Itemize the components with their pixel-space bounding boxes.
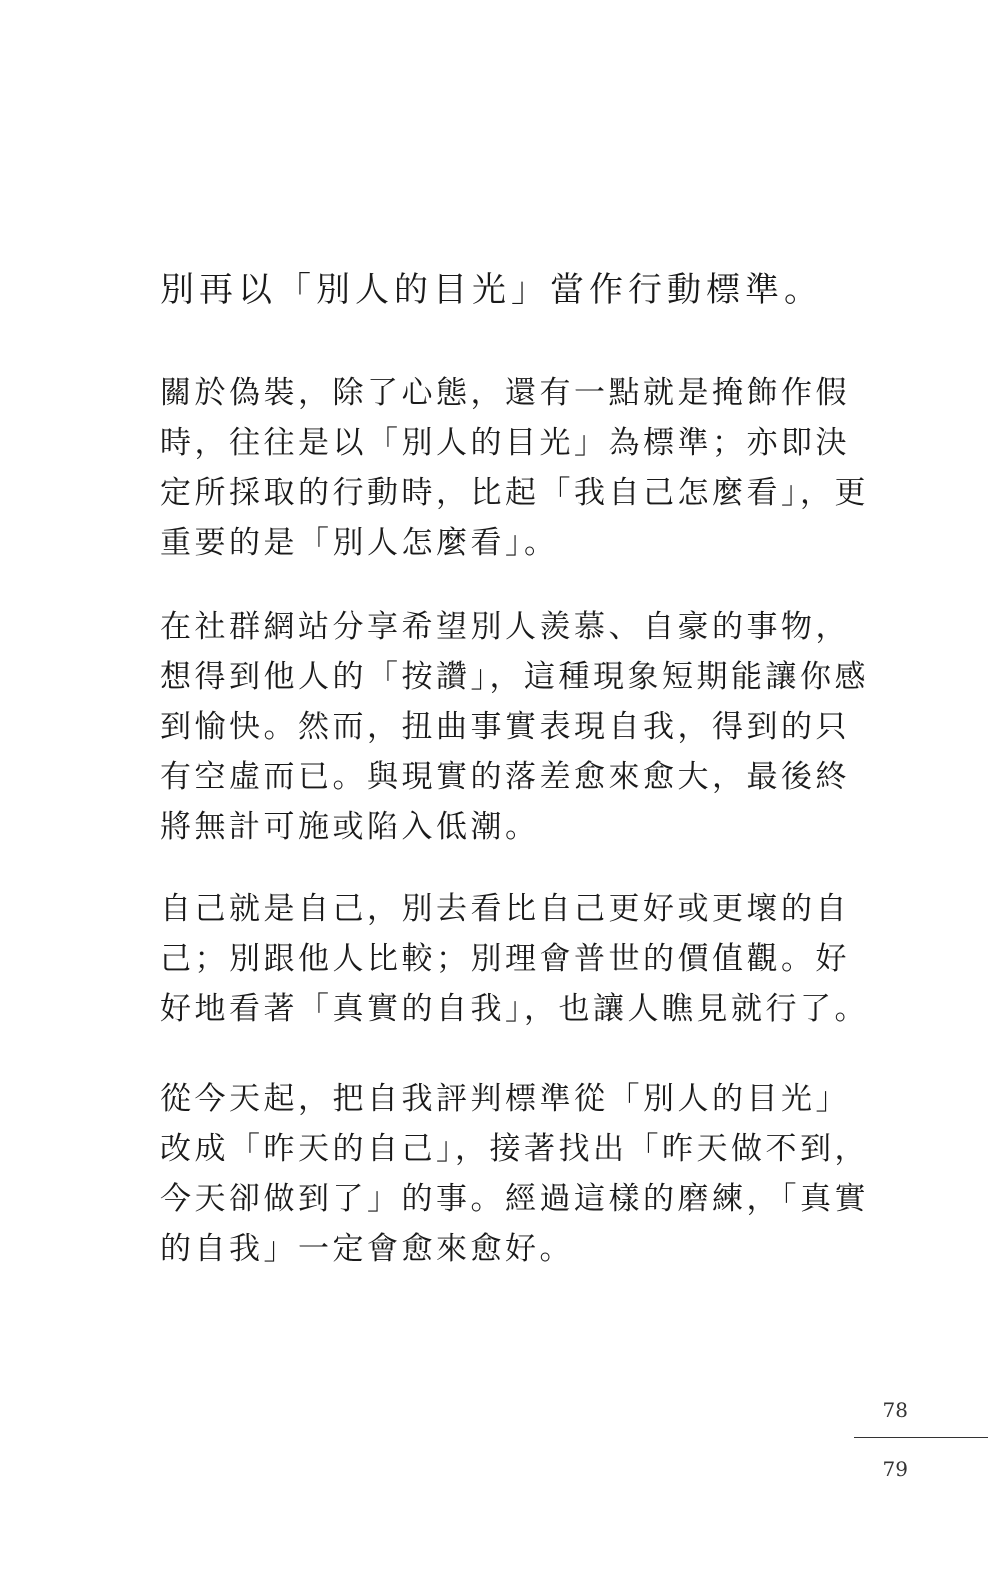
page-number-left: 78 (882, 1398, 908, 1422)
paragraph-3 (160, 884, 869, 1034)
paragraph-line: 己；別跟他人比較；別理會普世的價值觀。好 (160, 941, 850, 977)
paragraph-4 (160, 1074, 869, 1274)
paragraph-line: 在社群網站分享希望別人羨慕、自豪的事物， (160, 609, 850, 645)
paragraph-line: 有空虛而已。與現實的落差愈來愈大，最後終 (160, 759, 850, 795)
paragraph-line: 將無計可施或陷入低潮。 (160, 809, 540, 845)
paragraph-line: 好地看著「真實的自我」，也讓人瞧見就行了。 (160, 991, 869, 1027)
page-number-divider (854, 1437, 988, 1438)
paragraph-line: 今天卻做到了」的事。經過這樣的磨練，「真實 (160, 1181, 869, 1217)
paragraph-2 (160, 602, 869, 852)
paragraph-line: 想得到他人的「按讚」，這種現象短期能讓你感 (160, 659, 869, 695)
paragraph-line: 從今天起，把自我評判標準從「別人的目光」 (160, 1081, 850, 1117)
paragraph-line: 的自我」一定會愈來愈好。 (160, 1231, 574, 1267)
paragraph-line: 重要的是「別人怎麼看」。 (160, 525, 559, 561)
paragraph-line: 定所採取的行動時，比起「我自己怎麼看」，更 (160, 475, 869, 511)
paragraph-line: 時，往往是以「別人的目光」為標準；亦即決 (160, 425, 850, 461)
paragraph-line: 自己就是自己，別去看比自己更好或更壞的自 (160, 891, 850, 927)
page-number-right: 79 (882, 1457, 908, 1481)
section-heading: 別再以「別人的目光」當作行動標準。 (160, 270, 823, 310)
paragraph-1 (160, 368, 869, 568)
paragraph-line: 改成「昨天的自己」，接著找出「昨天做不到， (160, 1131, 869, 1167)
paragraph-line: 到愉快。然而，扭曲事實表現自我，得到的只 (160, 709, 850, 745)
paragraph-line: 關於偽裝，除了心態，還有一點就是掩飾作假 (160, 375, 850, 411)
